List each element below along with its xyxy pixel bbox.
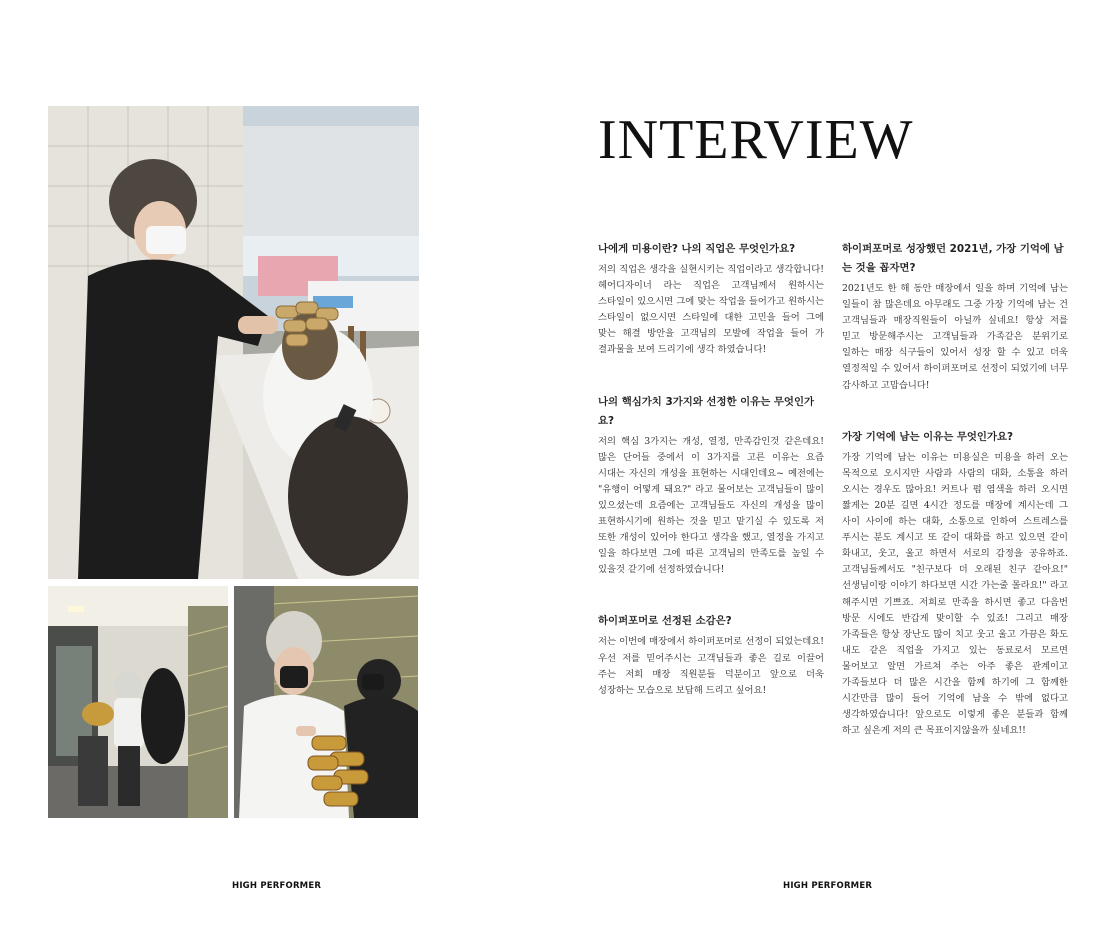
footer-label-right: HIGH PERFORMER [783, 881, 873, 891]
salon-station-photo [48, 586, 228, 818]
question: 하이퍼포머로 선정된 소감은? [598, 615, 732, 628]
qa-section [598, 393, 824, 579]
question: 나에게 미용이란? 나의 직업은 무엇인가요? [598, 243, 796, 255]
footer-label-left: HIGH PERFORMER [232, 881, 322, 891]
question: 하이퍼포머로 성장했던 2021년, 가장 기억에 남는 것을 꼽자면? [842, 243, 1064, 274]
qa-section [842, 240, 1068, 394]
answer: 저의 핵심 3가지는 개성, 열정, 만족감인것 같은데요! 많은 단어들 중에서 이 3가지를 고른 이유는 요즘 시대는 자신의 개성을 표현하는 시대인데요~ 예전에는 "유행이 어떻게 돼요?" 라고 물어보는 고객님들이 많이 있으셨는데 요즘에는 고객님들도 자신의 개성을 많이 표현하시기에 원하는 것을 믿고 맡기실 수 있도록 저 또한 개성이 있어야 한다고 생각을 했고, 열정을 가지고 일을 하다보면 그에 따른 고객님의 만족도를 높일 수 있을것 같기에 선정하였습니다! [598, 435, 824, 576]
qa-section [598, 240, 824, 359]
main-photo [48, 106, 419, 579]
interview-column-right [842, 240, 1068, 773]
question: 나의 핵심가치 3가지와 선정한 이유는 무엇인가요? [598, 395, 815, 427]
page-title: INTERVIEW [598, 109, 914, 171]
qa-section [842, 428, 1068, 740]
answer: 저의 직업은 생각을 실현시키는 직업이라고 생각합니다! 헤어디자이너 라는 직업은 고객님께서 원하시는 스타일이 있으시면 그에 맞는 작업을 들어가고 원하시는 스타일이 없으시면 스타일에 대한 고민을 들어 그에 맞는 해결 방안을 고객님의 모발에 작업을 들어 가 결과물을 보여 드리기에 생각 하였습니다! [598, 264, 824, 356]
answer: 가장 기억에 남는 이유는 미용실은 미용을 하러 오는 목적으로 오시지만 사람과 사람의 대화, 소통을 하러 오시는 경우도 많아요! 커트나 펌 염색을 하러 오시면 짧게는 20분 길면 4시간 정도를 매장에 계시는데 그 사이 사이에 하는 대화, 소통으로 인하여 스트레스를 푸시는 분도 계시고 또 같이 대화를 하고 있으면 같이 화내고, 웃고, 울고 하면서 서로의 감정을 공유하죠. 고객님들께서도 "친구보다 더 오래된 친구 같아요!" 선생님이랑 이야기 하다보면 시간 가는줄 몰라요!" 라고 해주시면 기쁘죠. 저희로 만족을 하시면 좋고 다음번 방문 시에도 반갑게 맞이할 수 있죠! 그리고 매장 가족들은 항상 장난도 많이 치고 웃고 울고 가끔은 화도 내도 같은 직업을 가지고 있는 동료로서 모르면 물어보고 알면 가르쳐 주는 아주 좋은 관계이고 가족들보다 더 많은 시간을 함께 하기에 그 함께한 시간만큼 많이 들어 기억에 남을 수 밖에 없다고 생각하였습니다! 앞으로도 이렇게 좋은 분들과 함께 하고 싶은게 저의 큰 목표이지않을까 싶네요!! [842, 451, 1068, 737]
answer: 저는 이번에 매장에서 하이퍼포머로 선정이 되었는데요! 우선 저를 믿어주시는 고객님들과 좋은 길로 이끌어 주는 저희 매장 직원분들 덕분이고 앞으로 더욱 성장하는 모습으로 보답해 드리고 싶어요! [598, 636, 824, 696]
interview-column-left [598, 240, 824, 733]
answer: 2021년도 한 해 동안 매장에서 일을 하며 기억에 남는 일들이 참 많은데요 아무래도 그중 가장 기억에 남는 건 고객님들과 매장직원들이 아닐까 싶네요! 항상 저를 믿고 방문해주시는 고객님들과 가족같은 분위기로 일하는 매장 식구들이 있어서 성장 할 수 있고 더욱 열정적일 수 있어서 하이퍼포머로 선정이 되었기에 너무 감사하고 고맙습니다! [842, 283, 1068, 391]
perm-rods-photo [234, 586, 418, 818]
question: 가장 기억에 남는 이유는 무엇인가요? [842, 430, 1014, 443]
qa-section [598, 612, 824, 698]
